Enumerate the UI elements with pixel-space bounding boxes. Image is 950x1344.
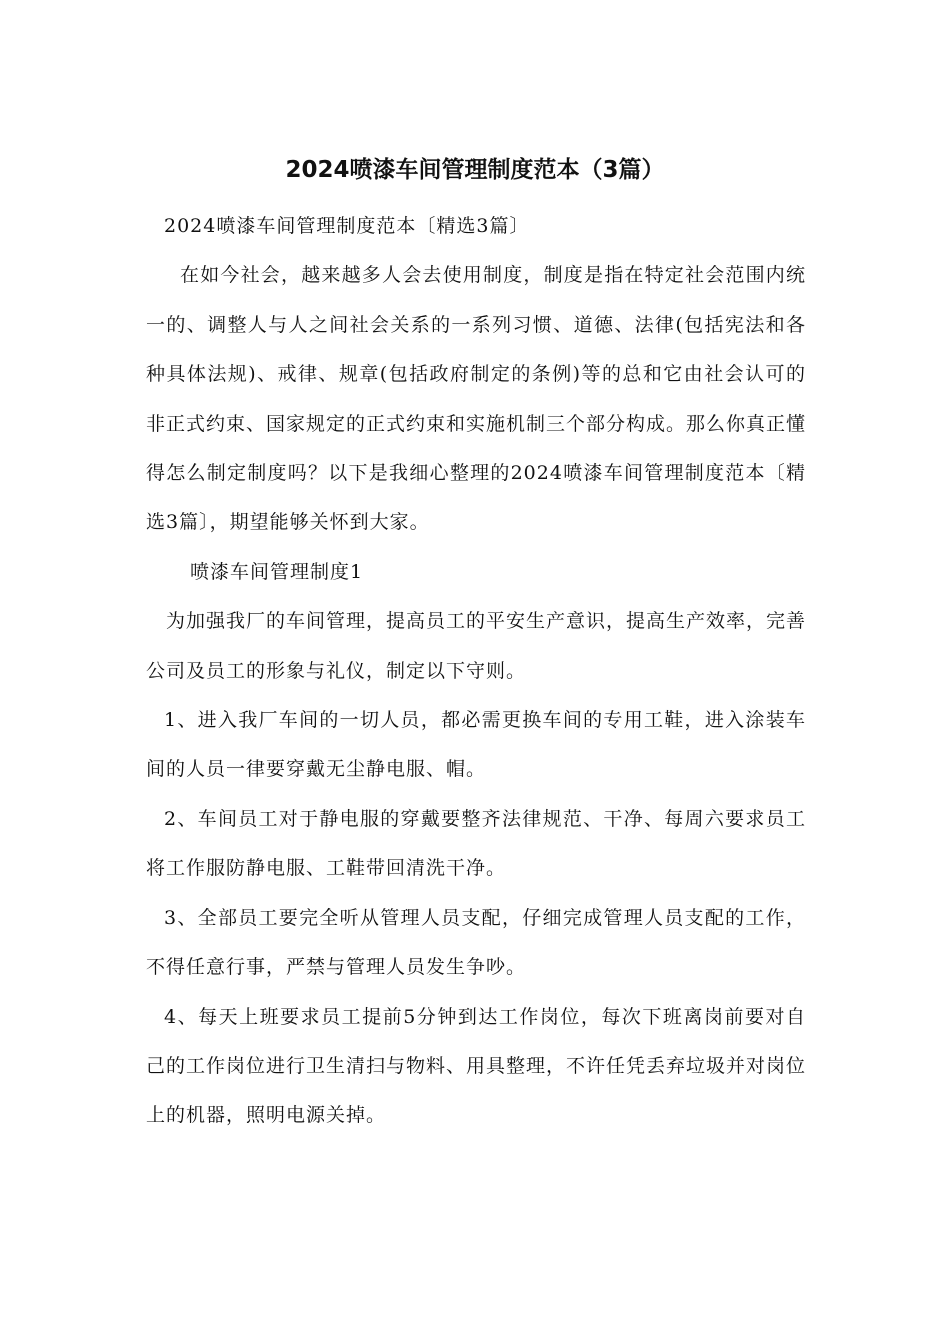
section-intro-paragraph: 为加强我厂的车间管理，提高员工的平安生产意识，提高生产效率，完善公司及员工的形象与礼仪，制定以下守则。 [146, 610, 807, 682]
document-body [146, 202, 806, 1141]
document-title: 2024喷漆车间管理制度范本（3篇） [285, 157, 665, 183]
rule-paragraph-1: 1、进入我厂车间的一切人员，都必需更换车间的专用工鞋，进入涂装车间的人员一律要穿戴无尘静电服、帽。 [146, 709, 806, 781]
rule-paragraph-4: 4、每天上班要求员工提前5分钟到达工作岗位，每次下班离岗前要对自己的工作岗位进行卫生清扫与物料、用具整理，不许任凭丢弃垃圾并对岗位上的机器，照明电源关掉。 [146, 1005, 807, 1127]
section-heading: 喷漆车间管理制度1 [190, 560, 364, 583]
subtitle-paragraph: 2024喷漆车间管理制度范本〔精选3篇〕 [164, 215, 530, 237]
rule-paragraph-3: 3、全部员工要完全听从管理人员支配，仔细完成管理人员支配的工作，不得任意行事，严禁与管理人员发生争吵。 [146, 906, 806, 979]
intro-paragraph: 在如今社会，越来越多人会去使用制度，制度是指在特定社会范围内统一的、调整人与人之间社会关系的一系列习惯、道德、法律(包括宪法和各种具体法规)、戒律、规章(包括政府制定的条例)等的总和它由社会认可的非正式约束、国家规定的正式约束和实施机制三个部分构成。那么你真正懂得怎么制定制度吗？以下是我细心整理的2024喷漆车间管理制度范本〔精选3篇〕，期望能够关怀到大家。 [146, 264, 807, 534]
rule-paragraph-2: 2、车间员工对于静电服的穿戴要整齐法律规范、干净、每周六要求员工将工作服防静电服、工鞋带回清洗干净。 [146, 807, 806, 880]
